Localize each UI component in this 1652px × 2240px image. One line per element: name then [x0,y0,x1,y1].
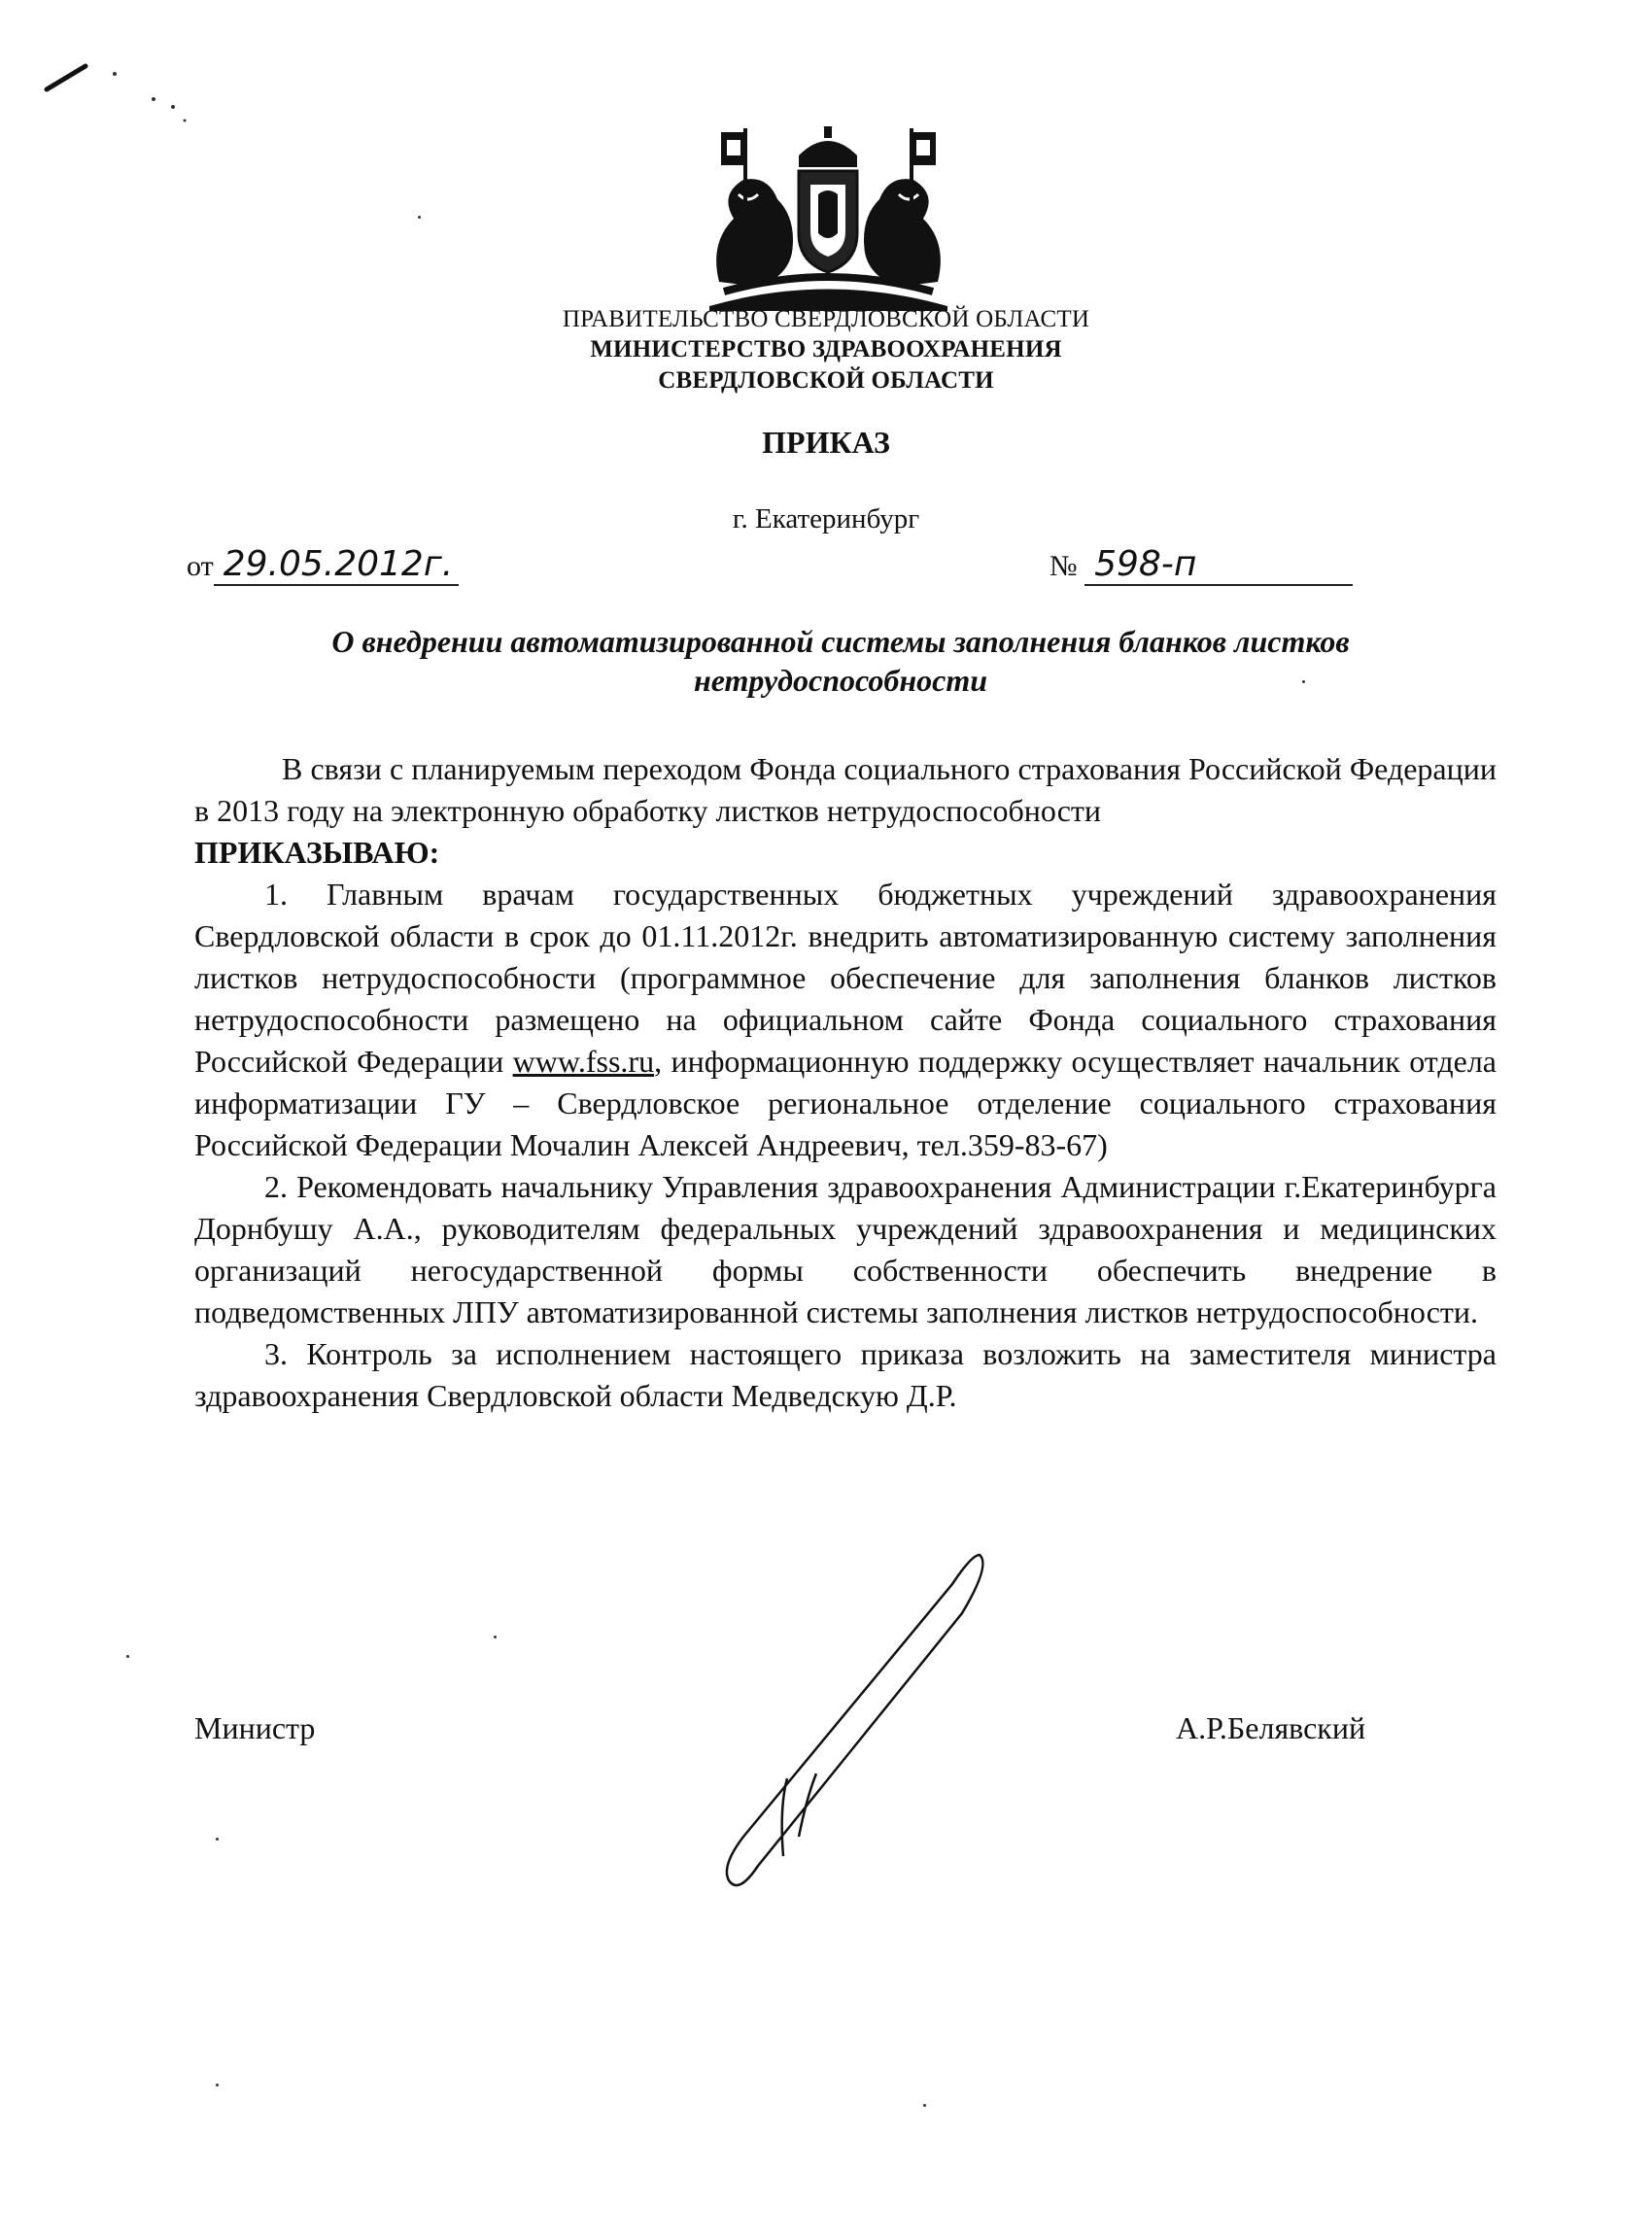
document-date: 29.05.2012г. [214,544,459,586]
order-item-2: 2. Рекомендовать начальнику Управления здравоохранения Администрации г.Екатеринбурга Дорнбушу А.А., руководителям федеральных учреждений здравоохранения и медицинских организаций негосударственной формы собственности обеспечить внедрение в подведомственных ЛПУ автоматизированной системы заполнения листков нетрудоспособности. [194,1169,1497,1329]
scan-speck [923,2104,926,2107]
scan-speck [216,1838,219,1841]
document-type: ПРИКАЗ [762,425,890,460]
scan-speck [126,1655,129,1658]
signer-role: Министр [194,1710,316,1745]
subject-line-2: нетрудоспособности [693,663,988,698]
signer-name: А.Р.Белявский [1176,1710,1366,1745]
ministry-name: МИНИСТЕРСТВО ЗДРАВООХРАНЕНИЯ [590,336,1062,362]
order-word: ПРИКАЗЫВАЮ: [194,835,440,870]
date-prefix: от [187,550,214,582]
number-line [1050,544,1353,586]
number-prefix: № [1050,550,1078,582]
scan-speck [418,216,421,219]
document-city: г. Екатеринбург [732,503,920,534]
subject-line-1: О внедрении автоматизированной системы заполнения бланков листков [331,624,1350,659]
scan-speck [216,2084,219,2086]
signature-icon [671,1545,1001,1895]
date-line [187,544,459,586]
item1-text-a: 1. Главным врачам государственных бюджетных учреждений здравоохранения Свердловской области в срок до 01.11.2012г. внедрить автоматизированную систему заполнения листков нетрудоспособности (программное обеспечение для заполнения бланков листков нетрудоспособности размещено на официальном сайте Фонда социального страхования Российской Федерации [194,877,1497,1079]
document-subject [194,622,1487,700]
scan-speck [494,1636,497,1638]
region-name: СВЕРДЛОВСКОЙ ОБЛАСТИ [658,367,994,394]
coat-of-arms-icon [690,126,967,311]
document-number: 598-п [1084,544,1353,586]
order-item-1 [194,874,1497,1166]
item1-text-b: , информационную поддержку осуществляет начальник отдела информатизации ГУ – Свердловское региональное отделение социального страхования Российской Федерации Мочалин Алексей Андреевич, тел.359-83-67) [194,1044,1497,1162]
fss-link[interactable]: www.fss.ru [512,1044,655,1079]
pen-mark [39,39,194,126]
document-body [194,748,1497,1417]
preamble: В связи с планируемым переходом Фонда социального страхования Российской Федерации в 2013 году на электронную обработку листков нетрудоспособности [194,751,1497,828]
scan-speck [1302,680,1305,683]
government-name: ПРАВИТЕЛЬСТВО СВЕРДЛОВСКОЙ ОБЛАСТИ [562,306,1090,332]
order-item-3: 3. Контроль за исполнением настоящего приказа возложить на заместителя министра здравоохранения Свердловской области Медведскую Д.Р. [194,1336,1497,1413]
